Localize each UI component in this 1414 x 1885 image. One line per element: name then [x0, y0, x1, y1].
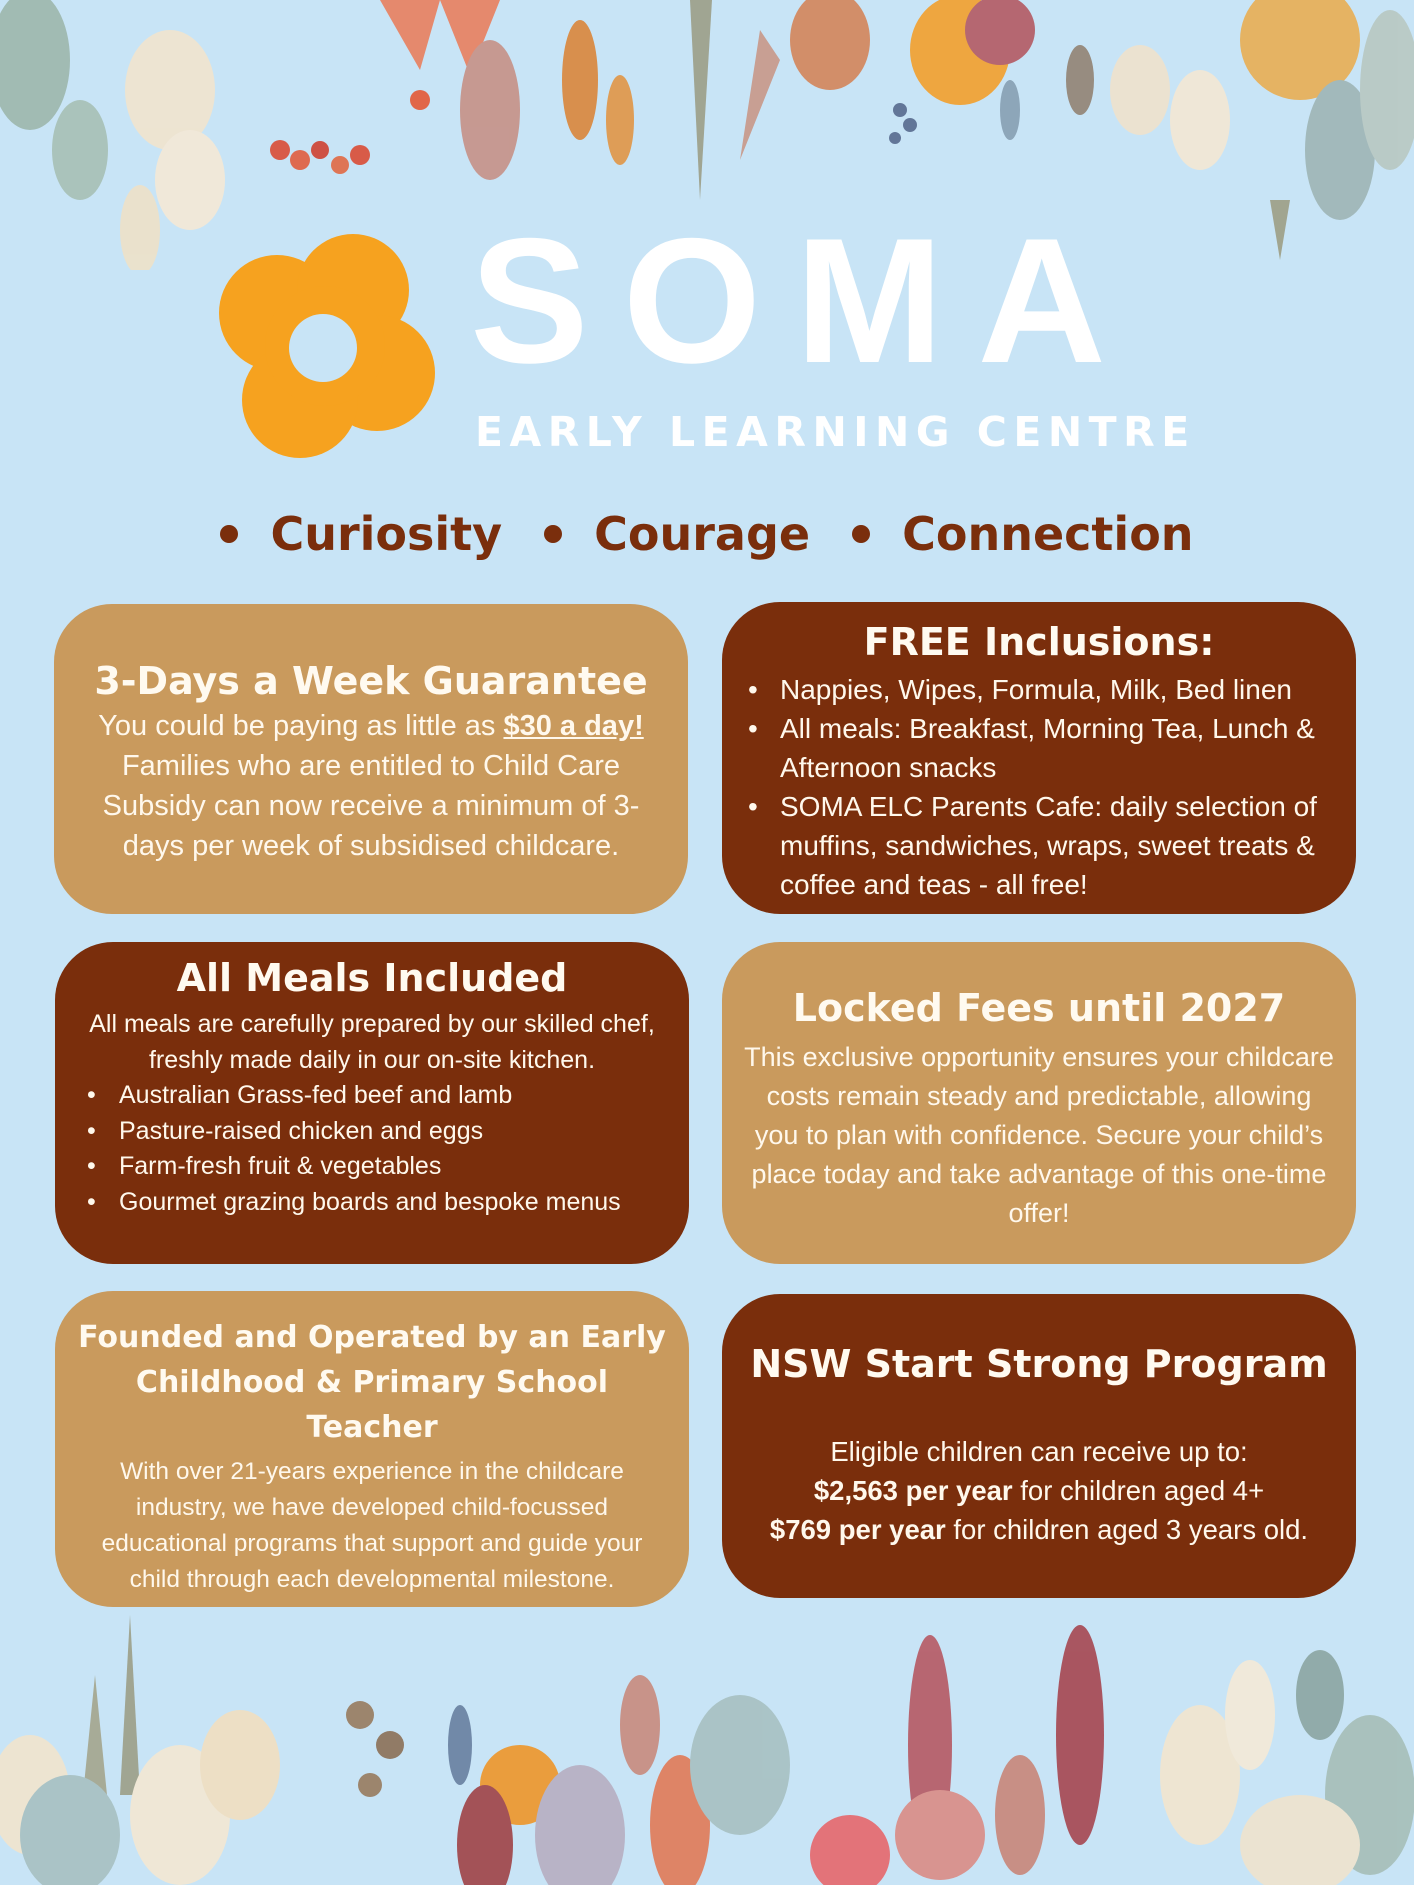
- card-body: With over 21-years experience in the childcare industry, we have developed child-focussed educational programs that support and guide your child through each developmental milestone.: [101, 1458, 643, 1593]
- bullet-icon: [852, 525, 870, 543]
- free-inclusions-card: [722, 602, 1356, 914]
- card-body: All meals are carefully prepared by our skilled chef, freshly made daily in our on-site kitchen.: [89, 1010, 655, 1074]
- card-title: Founded and Operated by an Early Childhood & Primary School Teacher: [78, 1320, 666, 1445]
- card-title: All Meals Included: [176, 956, 568, 1000]
- funding-row-3yo: $769 per year for children aged 3 years old.: [769, 1514, 1309, 1545]
- value-connection: Connection: [852, 507, 1193, 561]
- list-item: • All meals: Breakfast, Morning Tea, Lunch & Afternoon snacks: [744, 709, 1334, 787]
- meals-list: [77, 1078, 667, 1220]
- start-strong-card: [722, 1294, 1356, 1598]
- meals-card: [55, 942, 689, 1264]
- inclusions-list: [744, 670, 1334, 904]
- flower-logo-icon: [205, 228, 445, 468]
- locked-fees-card: [722, 942, 1356, 1264]
- price-line: You could be paying as little as $30 a day!: [98, 710, 644, 742]
- card-body: This exclusive opportunity ensures your childcare costs remain steady and predictable, allowing you to plan with confidence. Secure your child’s place today and take advantage of this one-time offer!: [744, 1042, 1334, 1228]
- founder-card: [55, 1291, 689, 1607]
- card-title: FREE Inclusions:: [863, 620, 1215, 664]
- value-curiosity: Curiosity: [220, 507, 502, 561]
- funding-row-4plus: $2,563 per year for children aged 4+: [813, 1475, 1265, 1506]
- card-title: Locked Fees until 2027: [792, 986, 1286, 1030]
- guarantee-card: [54, 604, 688, 914]
- list-item: • Australian Grass-fed beef and lamb: [83, 1078, 667, 1114]
- bullet-icon: [544, 525, 562, 543]
- list-item: • Farm-fresh fruit & vegetables: [83, 1149, 667, 1185]
- brand-wordmark: SOMA: [470, 201, 1140, 400]
- list-item: • Nappies, Wipes, Formula, Milk, Bed linen: [744, 670, 1334, 709]
- core-values: [0, 507, 1414, 561]
- card-title: NSW Start Strong Program: [750, 1342, 1328, 1386]
- list-item: • SOMA ELC Parents Cafe: daily selection of muffins, sandwiches, wraps, sweet treats & coffee and teas - all free!: [744, 787, 1334, 904]
- list-item: • Gourmet grazing boards and bespoke menus: [83, 1185, 667, 1221]
- brand-subtitle: EARLY LEARNING CENTRE: [475, 408, 1196, 456]
- floral-border-bottom: [0, 1595, 1414, 1885]
- card-title: 3-Days a Week Guarantee: [94, 659, 648, 703]
- value-courage: Courage: [544, 507, 810, 561]
- price-highlight: $30 a day!: [503, 710, 644, 742]
- card-lead: Eligible children can receive up to:: [830, 1436, 1248, 1467]
- bullet-icon: [220, 525, 238, 543]
- card-body: Families who are entitled to Child Care Subsidy can now receive a minimum of 3-days per week of subsidised childcare.: [102, 750, 640, 862]
- list-item: • Pasture-raised chicken and eggs: [83, 1114, 667, 1150]
